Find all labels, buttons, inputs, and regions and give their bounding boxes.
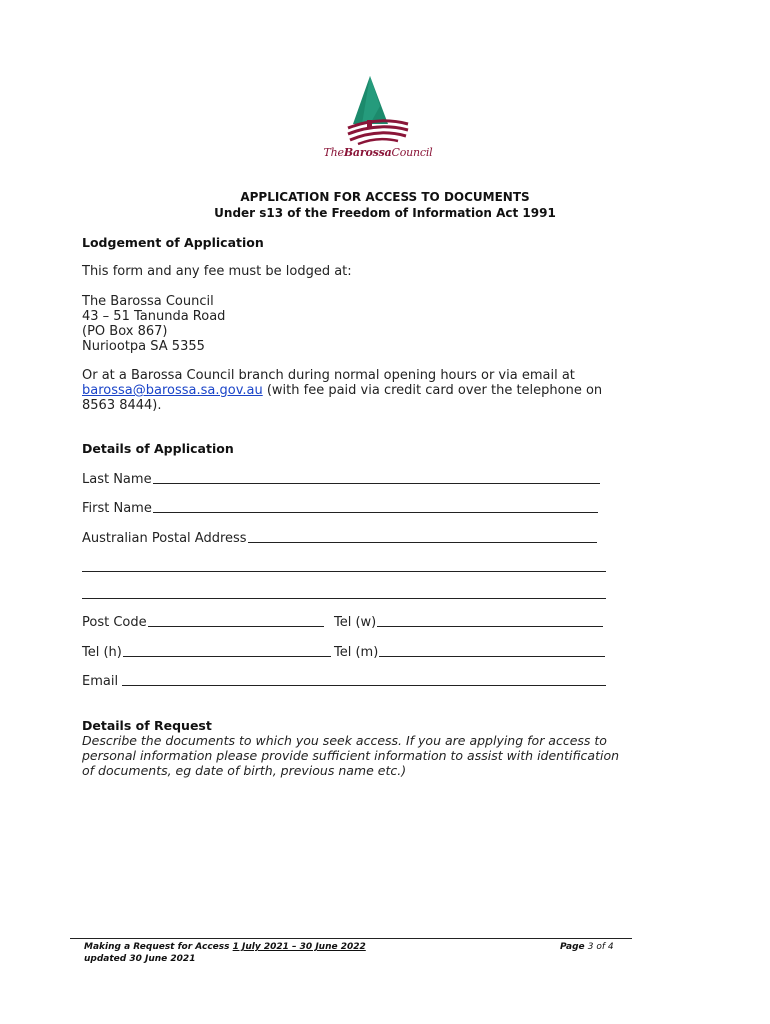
post-code-line[interactable]	[148, 626, 324, 627]
application-heading: Details of Application	[82, 441, 234, 456]
first-name-label: First Name	[82, 501, 152, 516]
address-line: Nuriootpa SA 5355	[82, 339, 205, 354]
tel-w-field[interactable]	[334, 614, 603, 630]
tel-m-label: Tel (m)	[334, 645, 379, 660]
postal-address-line[interactable]	[248, 542, 597, 543]
lodgement-heading: Lodgement of Application	[82, 235, 264, 250]
email-label: Email	[82, 674, 119, 689]
email-suffix: (with fee paid via credit card over the telephone on	[262, 383, 603, 398]
address-line: The Barossa Council	[82, 294, 214, 309]
tel-w-label: Tel (w)	[334, 615, 377, 630]
footer-period: 1 July 2021 – 30 June 2022	[232, 942, 366, 952]
post-code-label: Post Code	[82, 615, 147, 630]
council-email-link[interactable]: barossa@barossa.sa.gov.au	[82, 383, 263, 398]
page-count: 3 of 4	[587, 942, 614, 952]
page-label: Page	[560, 942, 588, 952]
tel-w-line[interactable]	[377, 626, 603, 627]
page-number	[560, 942, 614, 952]
footer-prefix: Making a Request for Access	[84, 942, 233, 952]
footer-divider	[70, 938, 632, 939]
email-field[interactable]	[82, 673, 606, 689]
postal-address-line-3[interactable]	[82, 598, 606, 599]
lodgement-intro: This form and any fee must be lodged at:	[82, 264, 352, 279]
tel-h-label: Tel (h)	[82, 645, 122, 660]
request-description-line: Describe the documents to which you seek access. If you are applying for access to	[82, 733, 607, 748]
phone-line: 8563 8444).	[82, 398, 162, 413]
email-line[interactable]	[122, 685, 606, 686]
last-name-line[interactable]	[153, 483, 600, 484]
address-line: (PO Box 867)	[82, 324, 168, 339]
last-name-label: Last Name	[82, 472, 152, 487]
first-name-line[interactable]	[153, 512, 598, 513]
address-line: 43 – 51 Tanunda Road	[82, 309, 226, 324]
logo-wordmark: TheBarossaCouncil	[323, 146, 433, 159]
postal-address-label: Australian Postal Address	[82, 531, 247, 546]
request-heading: Details of Request	[82, 718, 212, 733]
branch-text: Or at a Barossa Council branch during normal opening hours or via email at	[82, 368, 575, 383]
tel-m-line[interactable]	[379, 656, 605, 657]
last-name-field[interactable]	[82, 471, 600, 487]
tel-m-field[interactable]	[334, 644, 605, 660]
tel-h-field[interactable]	[82, 644, 331, 660]
request-description-line: personal information please provide sufficient information to assist with identification	[82, 748, 620, 763]
post-code-field[interactable]	[82, 614, 324, 630]
request-description-line: of documents, eg date of birth, previous name etc.)	[82, 763, 407, 778]
first-name-field[interactable]	[82, 500, 598, 516]
footer-title	[84, 942, 366, 952]
postal-address-field[interactable]	[82, 530, 597, 546]
postal-address-line-2[interactable]	[82, 571, 606, 572]
email-line	[82, 383, 602, 398]
document-subtitle: Under s13 of the Freedom of Information Act 1991	[214, 206, 556, 220]
tel-h-line[interactable]	[123, 656, 331, 657]
footer-updated: updated 30 June 2021	[84, 954, 196, 964]
document-title: APPLICATION FOR ACCESS TO DOCUMENTS	[240, 190, 530, 204]
